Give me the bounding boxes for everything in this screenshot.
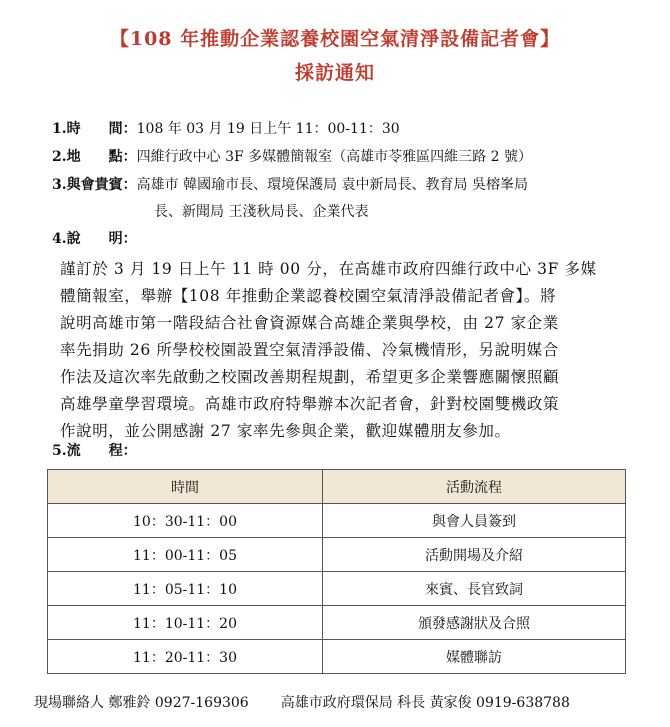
schedule-table [47,469,626,674]
description-line: 說明高雄市第一階段結合社會資源媒合高雄企業與學校，由 27 家企業 [60,314,559,332]
info-time-value: 108 年 03 月 19 日上午 11：00-11：30 [136,121,400,137]
description-paragraph [60,256,640,445]
schedule-activity: 頒發感謝狀及合照 [323,606,626,640]
table-row [48,538,626,572]
description-line: 謹訂於 3 月 19 日上午 11 時 00 分，在高雄市政府四維行政中心 3F 多媒 [60,260,597,278]
schedule-activity: 來賓、長官致詞 [323,572,626,606]
description-label: 4.說 明： [52,231,137,247]
flow-label: 5.流 程： [52,443,137,459]
header-activity: 活動流程 [323,470,626,504]
info-guests-value: 高雄市 韓國瑜市長、環境保護局 袁中新局長、教育局 吳榕峯局 [136,177,528,193]
table-row [48,572,626,606]
description-line: 高雄學童學習環境。高雄市政府特舉辦本次記者會，針對校園雙機政策 [60,395,560,413]
schedule-time: 11：10-11：20 [48,606,323,640]
info-location [52,147,532,167]
info-guests [52,175,528,195]
schedule-activity: 活動開場及介紹 [323,538,626,572]
schedule-activity: 與會人員簽到 [323,504,626,538]
description-line: 作說明，並公開感謝 27 家率先參與企業，歡迎媒體朋友參加。 [60,422,511,440]
schedule-time: 11：20-11：30 [48,640,323,674]
flow-label-row [52,441,137,461]
description-line: 率先捐助 26 所學校校園設置空氣清淨設備、冷氣機情形，另說明媒合 [60,341,559,359]
schedule-time: 10：30-11：00 [48,504,323,538]
contact-onsite: 現場聯絡人 鄭雅鈴 0927-169306 [34,695,249,711]
schedule-time: 11：05-11：10 [48,572,323,606]
table-row [48,640,626,674]
table-row [48,606,626,640]
description-line: 體簡報室，舉辦【108 年推動企業認養校園空氣清淨設備記者會】。將 [60,287,557,305]
info-location-label: 2.地 點： [52,149,137,165]
schedule-header-row [48,470,626,504]
info-time [52,119,400,139]
info-location-value: 四維行政中心 3F 多媒體簡報室（高雄市苓雅區四維三路 2 號） [136,149,532,165]
info-guests-label: 3.與會貴賓： [52,177,137,193]
info-guests-continued: 長、新聞局 王淺秋局長、企業代表 [154,204,369,220]
header-time: 時間 [48,470,323,504]
press-subtitle: 採訪通知 [294,62,375,84]
contact-bureau: 高雄市政府環保局 科長 黃家俊 0919-638788 [280,695,570,711]
table-row [48,504,626,538]
press-title: 【108 年推動企業認養校園空氣清淨設備記者會】 [109,28,561,50]
schedule-time: 11：00-11：05 [48,538,323,572]
footer-contacts [34,692,602,712]
description-line: 作法及這次率先啟動之校園改善期程規劃，希望更多企業響應關懷照顧 [60,368,560,386]
info-time-label: 1.時 間： [52,121,137,137]
info-description-label [52,229,137,249]
schedule-activity: 媒體聯訪 [323,640,626,674]
